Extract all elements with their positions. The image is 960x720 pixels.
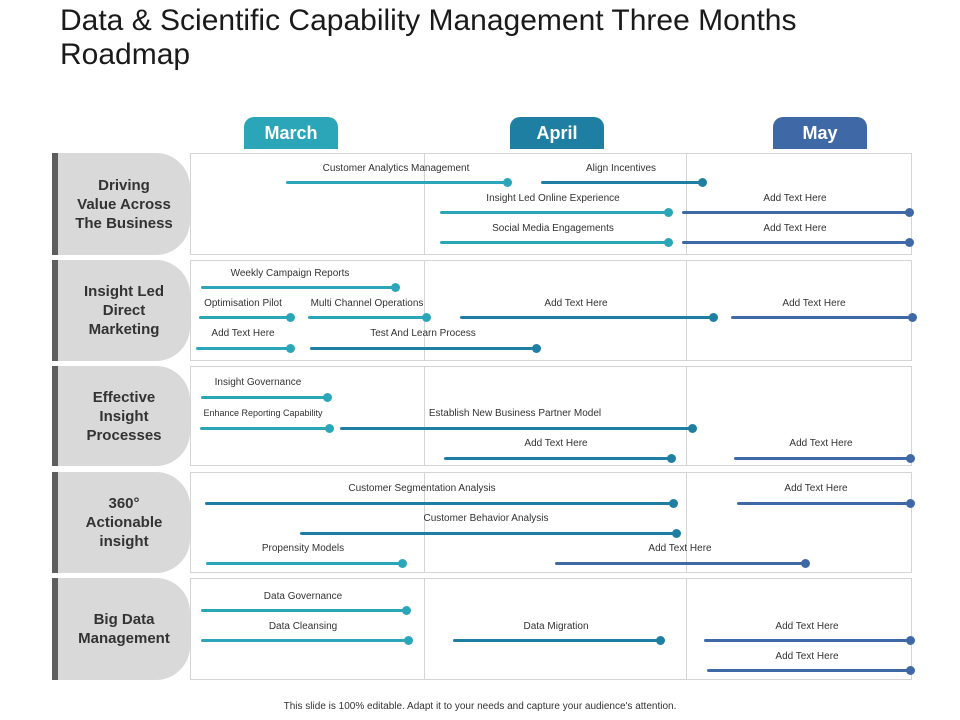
- milestone-dot: [402, 606, 411, 615]
- task-bar: [286, 181, 508, 184]
- task-label: Add Text Here: [775, 651, 839, 662]
- task-bar: [199, 316, 291, 319]
- task-bar: [196, 347, 291, 350]
- row-label-text: Driving Value Across The Business: [75, 176, 173, 232]
- task-label: Social Media Engagements: [492, 223, 614, 234]
- row-label-text: Insight Led Direct Marketing: [84, 283, 164, 338]
- month-divider: [686, 154, 687, 254]
- task-label: Customer Behavior Analysis: [423, 513, 549, 524]
- row-label-effective-insight-processes: [52, 366, 190, 466]
- task-bar: [444, 457, 672, 460]
- task-bar: [734, 457, 911, 460]
- milestone-dot: [906, 636, 915, 645]
- row-label-insight-led-marketing: [52, 260, 190, 361]
- task-bar: [453, 639, 661, 642]
- row-label-driving-value: [52, 153, 190, 255]
- month-divider: [424, 261, 425, 360]
- task-bar: [201, 609, 407, 612]
- milestone-dot: [325, 424, 334, 433]
- task-label: Add Text Here: [775, 621, 839, 632]
- milestone-dot: [391, 283, 400, 292]
- milestone-dot: [286, 344, 295, 353]
- month-divider: [686, 367, 687, 465]
- task-label: Add Text Here: [782, 298, 846, 309]
- task-label: Establish New Business Partner Model: [428, 408, 602, 419]
- task-bar: [440, 211, 669, 214]
- task-label: Insight Governance: [214, 377, 302, 388]
- task-bar: [541, 181, 703, 184]
- milestone-dot: [503, 178, 512, 187]
- milestone-dot: [906, 499, 915, 508]
- page-title: Data & Scientific Capability Management Three Months Roadmap: [60, 4, 797, 71]
- task-label: Optimisation Pilot: [204, 298, 282, 309]
- task-bar: [737, 502, 911, 505]
- task-label: Add Text Here: [524, 438, 588, 449]
- milestone-dot: [656, 636, 665, 645]
- milestone-dot: [905, 238, 914, 247]
- month-divider: [424, 367, 425, 465]
- task-label: Propensity Models: [261, 543, 345, 554]
- month-tab-may: May: [773, 117, 867, 149]
- task-bar: [308, 316, 427, 319]
- task-label: Multi Channel Operations: [310, 298, 424, 309]
- milestone-dot: [672, 529, 681, 538]
- task-label: Data Migration: [523, 621, 589, 632]
- milestone-dot: [669, 499, 678, 508]
- task-label: Add Text Here: [784, 483, 848, 494]
- milestone-dot: [532, 344, 541, 353]
- row-label-big-data-management: [52, 578, 190, 680]
- milestone-dot: [801, 559, 810, 568]
- task-bar: [201, 396, 328, 399]
- row-panel-driving-value: [190, 153, 912, 255]
- month-divider: [686, 579, 687, 679]
- task-label: Add Text Here: [789, 438, 853, 449]
- task-label: Add Text Here: [544, 298, 608, 309]
- milestone-dot: [286, 313, 295, 322]
- task-label: Add Text Here: [763, 193, 827, 204]
- task-label: Add Text Here: [648, 543, 712, 554]
- milestone-dot: [906, 666, 915, 675]
- footer-note: This slide is 100% editable. Adapt it to your needs and capture your audience's attention.: [283, 701, 677, 712]
- task-bar: [300, 532, 677, 535]
- task-label: Add Text Here: [211, 328, 275, 339]
- milestone-dot: [908, 313, 917, 322]
- task-label: Insight Led Online Experience: [486, 193, 620, 204]
- milestone-dot: [906, 454, 915, 463]
- task-bar: [707, 669, 911, 672]
- row-label-text: Effective Insight Processes: [86, 388, 162, 444]
- milestone-dot: [667, 454, 676, 463]
- task-bar: [682, 241, 910, 244]
- task-label: Enhance Reporting Capability: [203, 408, 323, 418]
- milestone-dot: [323, 393, 332, 402]
- task-bar: [206, 562, 403, 565]
- milestone-dot: [664, 208, 673, 217]
- milestone-dot: [422, 313, 431, 322]
- task-bar: [201, 286, 396, 289]
- task-label: Customer Segmentation Analysis: [348, 483, 496, 494]
- task-label: Test And Learn Process: [370, 328, 476, 339]
- task-label: Data Cleansing: [268, 621, 338, 632]
- task-bar: [704, 639, 911, 642]
- task-label: Data Governance: [263, 591, 343, 602]
- milestone-dot: [664, 238, 673, 247]
- month-tab-april: April: [510, 117, 604, 149]
- row-label-text: 360° Actionable insight: [85, 495, 163, 550]
- milestone-dot: [398, 559, 407, 568]
- task-bar: [340, 427, 693, 430]
- task-bar: [731, 316, 913, 319]
- milestone-dot: [698, 178, 707, 187]
- milestone-dot: [709, 313, 718, 322]
- task-bar: [555, 562, 806, 565]
- task-bar: [205, 502, 674, 505]
- month-divider: [686, 473, 687, 572]
- task-bar: [440, 241, 669, 244]
- task-bar: [682, 211, 910, 214]
- row-label-actionable-insight: [52, 472, 190, 573]
- task-label: Add Text Here: [763, 223, 827, 234]
- month-divider: [686, 261, 687, 360]
- task-bar: [310, 347, 537, 350]
- milestone-dot: [404, 636, 413, 645]
- row-label-text: Big Data Management: [78, 611, 170, 647]
- milestone-dot: [688, 424, 697, 433]
- month-divider: [424, 579, 425, 679]
- month-tab-march: March: [244, 117, 338, 149]
- task-label: Align Incentives: [585, 163, 657, 174]
- task-bar: [200, 427, 330, 430]
- task-label: Weekly Campaign Reports: [230, 268, 350, 279]
- task-bar: [460, 316, 714, 319]
- milestone-dot: [905, 208, 914, 217]
- task-label: Customer Analytics Management: [322, 163, 470, 174]
- task-bar: [201, 639, 409, 642]
